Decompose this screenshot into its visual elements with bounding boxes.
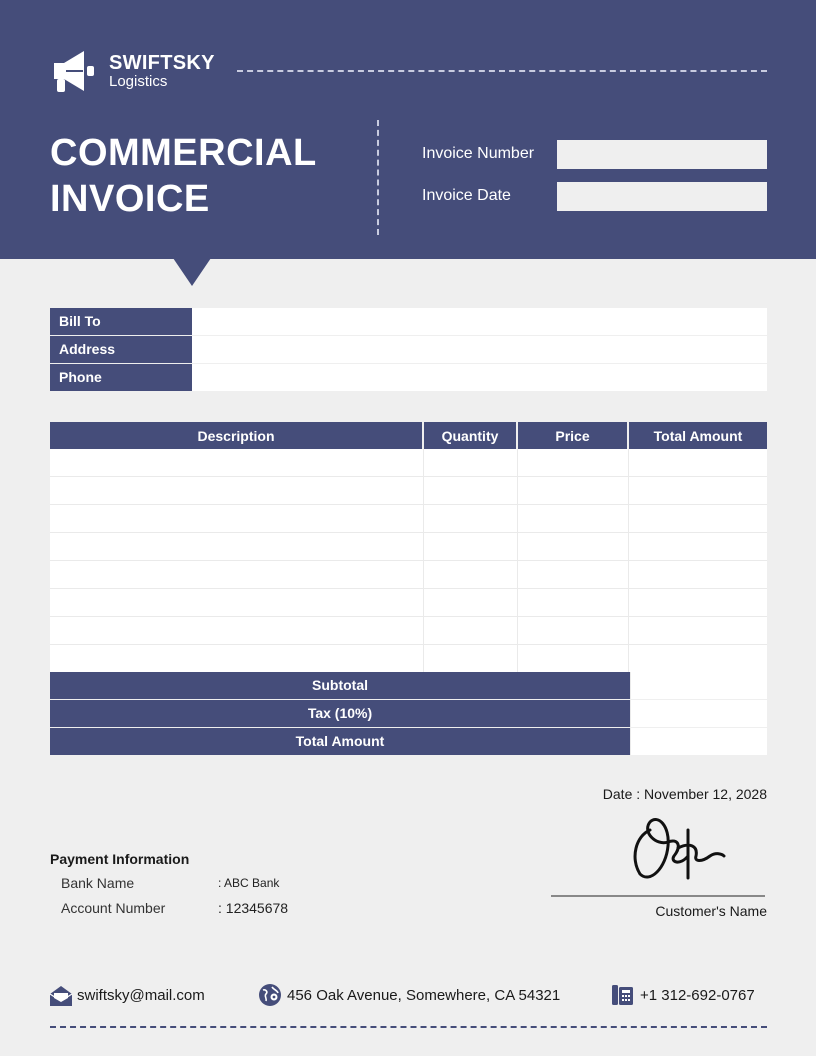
cell-description[interactable] — [50, 561, 424, 589]
totals-section — [50, 672, 767, 756]
contact-address: 456 Oak Avenue, Somewhere, CA 54321 — [287, 987, 561, 1004]
cell-total-amount[interactable] — [629, 477, 767, 505]
tax-label: Tax (10%) — [50, 700, 630, 727]
cell-description[interactable] — [50, 533, 424, 561]
table-row — [50, 561, 767, 589]
address-label: Address — [50, 336, 192, 363]
header-total-amount: Total Amount — [629, 422, 767, 449]
invoice-number-field[interactable] — [557, 140, 767, 169]
cell-price[interactable] — [518, 477, 629, 505]
phone-label: Phone — [50, 364, 192, 391]
brand-subtitle: Logistics — [109, 73, 168, 90]
cell-quantity[interactable] — [424, 477, 518, 505]
cell-quantity[interactable] — [424, 589, 518, 617]
contact-phone: +1 312-692-0767 — [640, 987, 755, 1004]
table-row — [50, 449, 767, 477]
signature-line — [551, 895, 765, 897]
address-row — [50, 336, 767, 364]
account-number-value: : 12345678 — [218, 900, 289, 916]
cell-total-amount[interactable] — [629, 533, 767, 561]
cell-quantity[interactable] — [424, 505, 518, 533]
total-amount-label: Total Amount — [50, 728, 630, 755]
cell-price[interactable] — [518, 561, 629, 589]
page-title — [50, 130, 317, 222]
invoice-number-label: Invoice Number — [422, 145, 535, 162]
table-row — [50, 645, 767, 673]
mail-icon — [49, 984, 73, 1008]
cell-price[interactable] — [518, 505, 629, 533]
bill-to-section — [50, 308, 767, 392]
signature-icon — [628, 806, 728, 882]
cell-description[interactable] — [50, 589, 424, 617]
cell-description[interactable] — [50, 449, 424, 477]
globe-location-icon — [258, 983, 282, 1007]
cell-description[interactable] — [50, 477, 424, 505]
header-pointer — [173, 258, 211, 286]
tax-row — [50, 700, 767, 728]
title-line-2: INVOICE — [50, 178, 210, 220]
bank-name-value: : ABC Bank — [218, 876, 280, 890]
bank-name-label: Bank Name — [61, 875, 135, 891]
phone-row — [50, 364, 767, 392]
cell-total-amount[interactable] — [629, 645, 767, 673]
title-line-1: COMMERCIAL — [50, 132, 317, 174]
cell-price[interactable] — [518, 645, 629, 673]
phone-field[interactable] — [192, 364, 767, 391]
phone-icon — [611, 983, 635, 1007]
header-divider — [237, 70, 767, 72]
cell-price[interactable] — [518, 617, 629, 645]
bill-to-label: Bill To — [50, 308, 192, 335]
customer-name-label: Customer's Name — [655, 903, 767, 919]
bill-to-field[interactable] — [192, 308, 767, 335]
cell-total-amount[interactable] — [629, 449, 767, 477]
invoice-date-label: Invoice Date — [422, 187, 511, 204]
cell-total-amount[interactable] — [629, 561, 767, 589]
brand-name: SWIFTSKY — [109, 52, 215, 74]
payment-info-title: Payment Information — [50, 851, 190, 867]
table-row — [50, 477, 767, 505]
cell-price[interactable] — [518, 589, 629, 617]
cell-description[interactable] — [50, 645, 424, 673]
tax-value[interactable] — [630, 700, 767, 727]
header-description: Description — [50, 422, 424, 449]
table-row — [50, 505, 767, 533]
table-row — [50, 617, 767, 645]
subtotal-row — [50, 672, 767, 700]
cell-price[interactable] — [518, 449, 629, 477]
footer-divider — [50, 1026, 767, 1028]
cell-description[interactable] — [50, 617, 424, 645]
cell-quantity[interactable] — [424, 645, 518, 673]
cell-total-amount[interactable] — [629, 589, 767, 617]
items-table — [50, 422, 767, 673]
total-amount-value[interactable] — [630, 728, 767, 755]
header-vertical-divider — [377, 120, 379, 235]
table-row — [50, 589, 767, 617]
invoice-date-field[interactable] — [557, 182, 767, 211]
cell-total-amount[interactable] — [629, 505, 767, 533]
items-header-row — [50, 422, 767, 449]
cell-quantity[interactable] — [424, 561, 518, 589]
cell-quantity[interactable] — [424, 617, 518, 645]
table-row — [50, 533, 767, 561]
contact-email: swiftsky@mail.com — [77, 987, 205, 1004]
cell-quantity[interactable] — [424, 533, 518, 561]
subtotal-label: Subtotal — [50, 672, 630, 699]
address-field[interactable] — [192, 336, 767, 363]
total-amount-row — [50, 728, 767, 756]
items-body — [50, 449, 767, 673]
megaphone-icon — [50, 48, 96, 94]
cell-description[interactable] — [50, 505, 424, 533]
cell-quantity[interactable] — [424, 449, 518, 477]
signature-date: Date : November 12, 2028 — [602, 786, 767, 802]
header-price: Price — [518, 422, 629, 449]
account-number-label: Account Number — [61, 900, 166, 916]
cell-price[interactable] — [518, 533, 629, 561]
header-quantity: Quantity — [424, 422, 518, 449]
cell-total-amount[interactable] — [629, 617, 767, 645]
subtotal-value[interactable] — [630, 672, 767, 699]
bill-to-row — [50, 308, 767, 336]
